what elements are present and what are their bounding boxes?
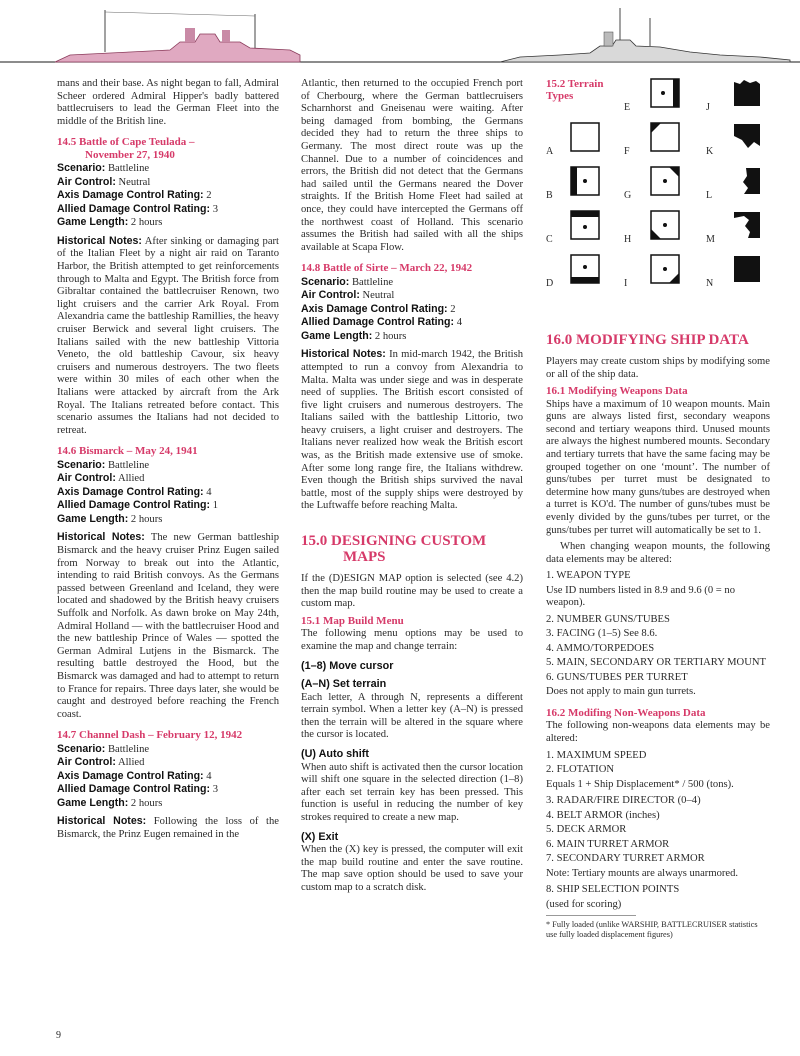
list-item: 7. SECONDARY TURRET ARMOR	[546, 853, 705, 865]
terrain-letter-f: F	[624, 146, 630, 157]
section-15-0-heading: 15.0 DESIGNING CUSTOM MAPS	[301, 533, 487, 566]
scenario-row: Scenario: Battleline	[57, 742, 150, 755]
terrain-letter-i: I	[624, 278, 628, 289]
terrain-letter-d: D	[546, 278, 554, 289]
terrain-symbol-g-icon	[650, 166, 678, 192]
axis-rating-row: Axis Damage Control Rating: 2	[57, 189, 212, 202]
terrain-letter-j: J	[706, 102, 710, 113]
terrain-symbol-c-icon	[570, 210, 598, 236]
list-item: 6. GUNS/TUBES PER TURRET	[546, 671, 688, 683]
historical-notes: Historical Notes: In mid-march 1942, the British attempted to run a convoy from Alexandria to Malta. Malta was under siege and was in desperate need of supplies. The British escort consisted of five light cruisers and numerous destroyers. The Italians sailed with the battleship Littorio, two heavy cruisers, a light cruiser and destroyers. The Italians never realized how weak the British escort was, as the British made extensive use of smoke. After some long range fire, the Italians withdrew. Even though the British ships survived the naval battle, most of the supply ships were destroyed by the Luftwaffe before reaching Malta.	[301, 348, 523, 512]
air-control-row: Air Control: Allied	[57, 472, 145, 485]
section-16-2-heading: 16.2 Modifing Non-Weapons Data	[546, 706, 706, 719]
menu-set-terrain-text: Each letter, A through N, represents a different terrain symbol. When a letter key (A–N) is pressed then the terrain will be altered in the square where the cursor is located.	[301, 691, 523, 741]
section-15-1-text: The following menu options may be used to examine the map and change terrain:	[301, 628, 523, 652]
section-16-intro: Players may create custom ships by modifying some or all of the ship data.	[546, 356, 770, 380]
list-item: 8. SHIP SELECTION POINTS	[546, 884, 680, 896]
terrain-symbol-j-icon	[732, 78, 760, 104]
list-item-note: Equals 1 + Ship Displacement* / 500 (tons).	[546, 778, 734, 790]
terrain-letter-l: L	[706, 190, 713, 201]
section-16-2-text: The following non-weapons data elements may be altered:	[546, 720, 770, 744]
gray-battleship-illustration	[500, 8, 790, 62]
allied-rating-row: Allied Damage Control Rating: 4	[301, 316, 462, 329]
menu-auto-shift-text: When auto shift is activated then the cursor location will shift one square in the selected direction (1–8) after each set terrain key has been pressed. This function is useful in reducing the number of key strokes required to create a new map.	[301, 761, 523, 824]
axis-rating-row: Axis Damage Control Rating: 4	[57, 485, 212, 498]
axis-rating-row: Axis Damage Control Rating: 4	[57, 769, 212, 782]
menu-exit-heading: (X) Exit	[301, 830, 339, 843]
section-14-6-heading: 14.6 Bismarck – May 24, 1941	[57, 445, 198, 458]
historical-notes: Historical Notes: Following the loss of the Bismarck, the Prinz Eugen remained in the	[57, 815, 279, 840]
terrain-letter-a: A	[546, 146, 554, 157]
game-length-row: Game Length: 2 hours	[57, 216, 163, 229]
terrain-letter-b: B	[546, 190, 553, 201]
list-item: 3. FACING (1–5) See 8.6.	[546, 628, 658, 640]
game-length-row: Game Length: 2 hours	[57, 512, 163, 525]
terrain-letter-k: K	[706, 146, 714, 157]
list-item-note: Does not apply to main gun turrets.	[546, 686, 696, 698]
list-item: 1. WEAPON TYPE	[546, 570, 631, 582]
air-control-row: Air Control: Allied	[57, 756, 145, 769]
game-length-row: Game Length: 2 hours	[301, 329, 407, 342]
section-16-1-text: Ships have a maximum of 10 weapon mounts. Main guns are always listed first, secondary weapons second and tertiary weapons third. Unused mounts are always the highest numbered mounts. Secondary and tertiary turrets that have the same facing may be grouped together on one ‘mount’. The number of guns/tubes per turret must be designated to determine how many guns/tubes are destroyed when a turret is KO'd. The number of guns/tubes must be evenly divided by the guns/tubes per turret, or the guns/tubes per turret will automatically be set to 1.	[546, 398, 770, 536]
terrain-symbol-f-icon	[650, 122, 678, 148]
terrain-symbol-i-icon	[650, 254, 678, 280]
ship-banner	[0, 0, 800, 70]
section-16-1-heading: 16.1 Modifying Weapons Data	[546, 385, 688, 398]
game-length-row: Game Length: 2 hours	[57, 796, 163, 809]
allied-rating-row: Allied Damage Control Rating: 3	[57, 202, 218, 215]
terrain-symbol-l-icon	[732, 166, 760, 192]
menu-auto-shift-heading: (U) Auto shift	[301, 748, 369, 761]
air-control-row: Air Control: Neutral	[57, 175, 151, 188]
terrain-letter-g: G	[624, 190, 632, 201]
historical-notes: Historical Notes: After sinking or damaging part of the Italian Fleet by a night air raid on Taranto Harbor, the British attempted to get reinforcements through to Malta and Egypt. The British force from Gibraltar contained the battlecruiser Renown, two light cruisers and the carrier Ark Royal. From Alexandria came the battleship Ramillies, the heavy cruiser Berwick and several light cruisers. The Italians sailed with the new battleship Vittoria Veneto, the old battleship Cavour, six heavy cruisers and numerous destroyers. The two fleets were within 30 miles of each other when the Italians were attacked by aircraft from the Ark Royal. The Italians retreated before contact. This scenario assumes the Italians had not decided to retreat.	[57, 234, 279, 436]
historical-notes: Historical Notes: The new German battleship Bismarck and the heavy cruiser Prinz Eugen sailed from Norway to break out into the Atlantic, intending to raid British convoys. As the Germans passed between Greenland and Iceland, they were located and shadowed by the British heavy cruisers Suffolk and Norfolk. As dawn broke on May 24th, Admiral Holland — with the battlecruiser Hood and the new battleship Prince of Wales — spotted the German Admiral Lutjens in the Bismarck. The resulting battle destroyed the Hood, but the Bismarck was damaged and had to attempt to return to France for repairs. Three days later, she would be caught and destroyed before reaching the French coast.	[57, 531, 279, 720]
footnote: * Fully loaded (unlike WARSHIP, BATTLECRUISER statistics use fully loaded displacement figures)	[546, 920, 758, 940]
footnote-divider	[546, 915, 636, 916]
menu-set-terrain-heading: (A–N) Set terrain	[301, 678, 387, 691]
list-item: 5. DECK ARMOR	[546, 824, 627, 836]
terrain-letter-h: H	[624, 234, 632, 245]
pink-battleship-illustration	[55, 10, 300, 62]
column-3	[546, 78, 770, 940]
terrain-letter-c: C	[546, 234, 553, 245]
terrain-symbol-b-icon	[570, 166, 598, 192]
allied-rating-row: Allied Damage Control Rating: 1	[57, 499, 218, 512]
list-item: 1. MAXIMUM SPEED	[546, 749, 647, 761]
list-item: 4. AMMO/TORPEDOES	[546, 642, 655, 654]
list-item: 2. FLOTATION	[546, 764, 615, 776]
list-item-note: (used for scoring)	[546, 898, 622, 910]
terrain-symbol-d-icon	[570, 254, 598, 280]
terrain-types-heading: 15.2 Terrain Types	[546, 78, 604, 102]
terrain-letter-m: M	[706, 234, 715, 245]
terrain-symbol-k-icon	[732, 122, 760, 148]
terrain-symbol-n-icon	[732, 254, 760, 280]
terrain-letter-n: N	[706, 278, 714, 289]
air-control-row: Air Control: Neutral	[301, 289, 395, 302]
terrain-symbol-a-icon	[570, 122, 598, 148]
scenario-row: Scenario: Battleline	[57, 458, 150, 471]
terrain-letter-e: E	[624, 102, 631, 113]
section-14-8-heading: 14.8 Battle of Sirte – March 22, 1942	[301, 262, 473, 275]
menu-move-cursor-heading: (1–8) Move cursor	[301, 659, 394, 672]
scenario-row: Scenario: Battleline	[57, 162, 150, 175]
terrain-symbol-e-icon	[650, 78, 678, 104]
column-2	[301, 78, 523, 899]
weapons-data-list	[546, 570, 770, 699]
section-16-1-text2: When changing weapon mounts, the following data elements may be altered:	[546, 541, 770, 565]
nonweapons-data-list	[546, 750, 770, 912]
list-item-note: Note: Tertiary mounts are always unarmored.	[546, 867, 739, 879]
axis-rating-row: Axis Damage Control Rating: 2	[301, 302, 456, 315]
scenario-row: Scenario: Battleline	[301, 275, 394, 288]
column-1	[57, 78, 279, 845]
col1-intro: mans and their base. As night began to fall, Admiral Scheer ordered Admiral Hipper's badly battered battlecruisers to lead the German Fleet into the middle of the British line.	[57, 78, 279, 127]
terrain-symbol-m-icon	[732, 210, 760, 236]
section-15-1-heading: 15.1 Map Build Menu	[301, 614, 404, 627]
section-15-intro: If the (D)ESIGN MAP option is selected (see 4.2) then the map build routine may be used to create a custom map.	[301, 573, 523, 610]
list-item: 4. BELT ARMOR (inches)	[546, 809, 660, 821]
terrain-types-table	[546, 78, 770, 308]
section-16-0-heading: 16.0 MODIFYING SHIP DATA	[546, 332, 749, 348]
page-number: 9	[56, 1030, 61, 1041]
list-item-note: Use ID numbers listed in 8.9 and 9.6 (0 = no weapon).	[546, 584, 735, 609]
col2-intro: Atlantic, then returned to the occupied French port of Cherbourg, where the German battlecruisers Scharnhorst and Gneisenau were waiting. After being damaged from bombing, the Germans decided they had to return the three ships to Germany. The most direct route was up the Channel. Due to a number of coincidences and errors, the British did not detect that the Germans had sailed until the Germans neared the Dover straights. If the British Home Fleet had sailed at once, they could have intercepted the Germans off the northwest coast of Holland. This scenario assumes the British had sailed with all the ships available at Scapa Flow.	[301, 78, 523, 253]
menu-exit-text: When the (X) key is pressed, the computer will exit the map build routine and enter the save routine. The map save option should be used to save your custom map to a scratch disk.	[301, 844, 523, 893]
list-item: 5. MAIN, SECONDARY OR TERTIARY MOUNT	[546, 657, 766, 669]
terrain-symbol-h-icon	[650, 210, 678, 236]
allied-rating-row: Allied Damage Control Rating: 3	[57, 783, 218, 796]
section-14-5-heading: 14.5 Battle of Cape Teulada – November 27, 1940	[57, 136, 195, 161]
list-item: 3. RADAR/FIRE DIRECTOR (0–4)	[546, 795, 701, 807]
section-14-7-heading: 14.7 Channel Dash – February 12, 1942	[57, 729, 243, 742]
list-item: 2. NUMBER GUNS/TUBES	[546, 613, 670, 625]
list-item: 6. MAIN TURRET ARMOR	[546, 838, 670, 850]
